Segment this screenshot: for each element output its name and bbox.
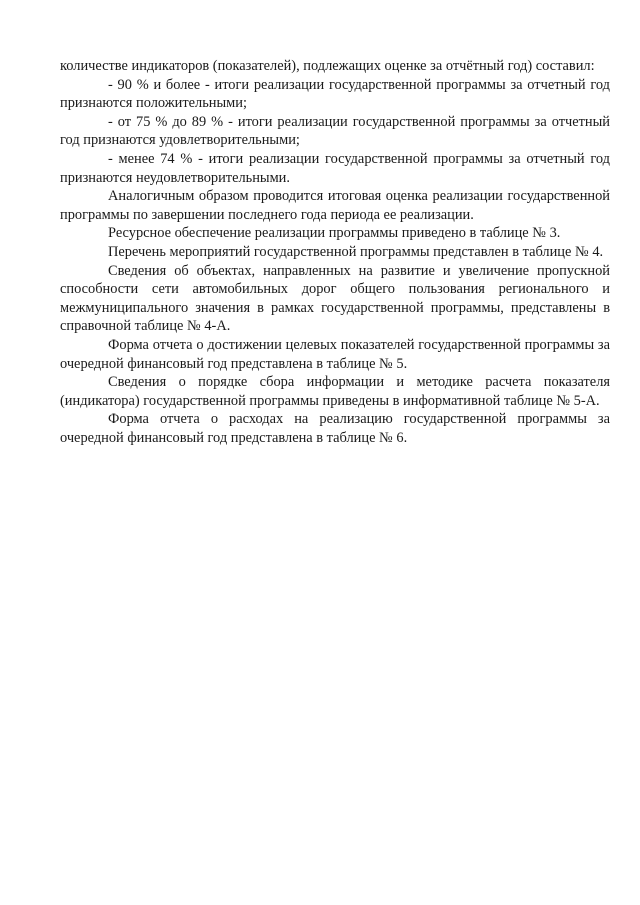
paragraph-expenses-report-table: Форма отчета о расходах на реализацию государственной программы за очередной финансовый год представлена в таблице № 6. [60,411,610,446]
document-page [60,57,610,447]
paragraph-measures-table: Перечень мероприятий государственной программы представлен в таблице № 4. [108,243,604,260]
paragraph-report-indicators-table: Форма отчета о достижении целевых показателей государственной программы за очередной финансовый год представлена в таблице № 5. [60,336,610,372]
paragraph-criterion-satisfactory: - от 75 % до 89 % - итоги реализации государственной программы за отчетный год признаются удовлетворительными; [60,113,610,149]
paragraph-methodology-table: Сведения о порядке сбора информации и методике расчета показателя (индикатора) государственной программы приведены в информативной таблице № 5-А. [60,374,610,409]
paragraph-resources-table: Ресурсное обеспечение реализации программы приведено в таблице № 3. [108,225,561,242]
paragraph-criterion-unsatisfactory: - менее 74 % - итоги реализации государственной программы за отчетный год признаются неудовлетворительными. [60,150,610,186]
paragraph-final-evaluation: Аналогичным образом проводится итоговая оценка реализации государственной программы по завершении последнего года периода ее реализации. [60,188,610,223]
paragraph-road-objects-table: Сведения об объектах, направленных на развитие и увеличение пропускной способности сети автомобильных дорог общего пользования регионального и межмуниципального значения в рамках государственной программы, представлены в справочной таблице № 4-А. [60,262,610,335]
paragraph-continuation: количестве индикаторов (показателей), подлежащих оценке за отчётный год) составил: [60,58,595,74]
paragraph-criterion-positive: - 90 % и более - итоги реализации государственной программы за отчетный год признаются положительными; [60,76,610,112]
